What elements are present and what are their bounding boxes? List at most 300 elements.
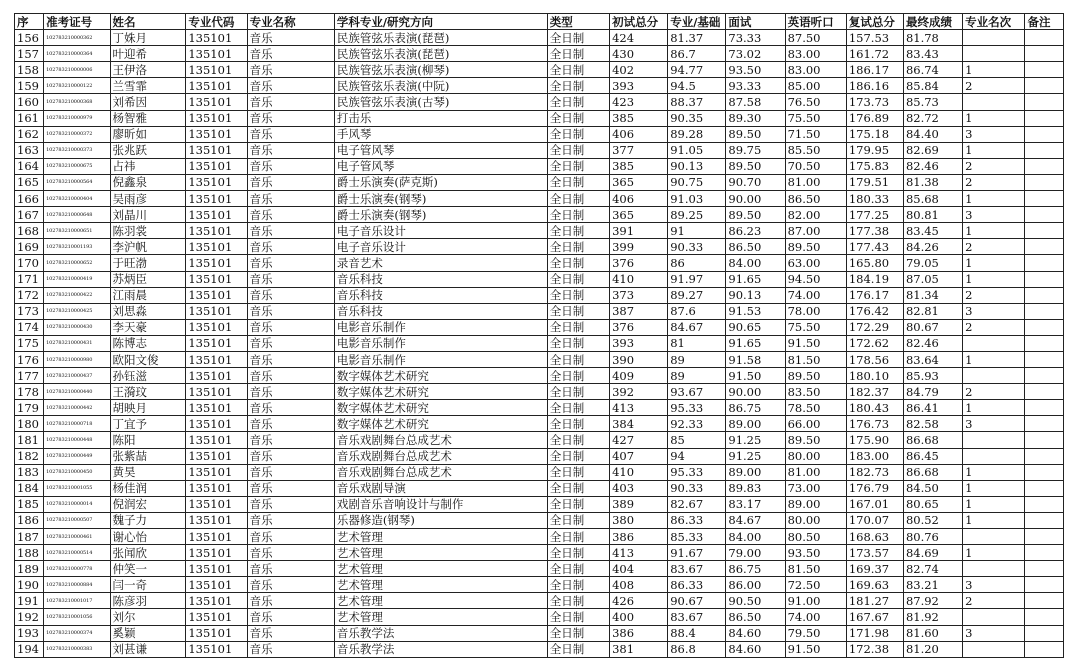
cell-major-rank: 1 xyxy=(963,223,1025,239)
cell-major-name: 音乐 xyxy=(247,142,334,158)
cell-remarks xyxy=(1025,255,1064,271)
cell-exam-id: 102783210001017 xyxy=(44,593,110,609)
header-research-direction: 学科专业/研究方向 xyxy=(334,14,547,30)
cell-final-score: 83.45 xyxy=(903,223,962,239)
cell-type: 全日制 xyxy=(547,545,609,561)
cell-major-code: 135101 xyxy=(186,223,247,239)
cell-exam-id: 102783210000449 xyxy=(44,448,110,464)
cell-exam-id: 102783210000014 xyxy=(44,496,110,512)
cell-remarks xyxy=(1025,561,1064,577)
cell-interview: 86.00 xyxy=(726,577,785,593)
cell-type: 全日制 xyxy=(547,174,609,190)
cell-index: 174 xyxy=(15,319,44,335)
table-row xyxy=(15,577,1064,593)
cell-research-direction: 手风琴 xyxy=(334,126,547,142)
cell-major-code: 135101 xyxy=(186,593,247,609)
cell-major-code: 135101 xyxy=(186,158,247,174)
cell-initial-total: 386 xyxy=(610,625,668,641)
cell-type: 全日制 xyxy=(547,416,609,432)
cell-major-name: 音乐 xyxy=(247,287,334,303)
cell-major-basic: 90.13 xyxy=(668,158,726,174)
cell-major-basic: 89 xyxy=(668,351,726,367)
cell-major-rank: 1 xyxy=(963,480,1025,496)
cell-index: 162 xyxy=(15,126,44,142)
cell-major-rank: 1 xyxy=(963,142,1025,158)
cell-english-listening: 91.00 xyxy=(785,593,846,609)
cell-type: 全日制 xyxy=(547,432,609,448)
cell-english-listening: 73.00 xyxy=(785,480,846,496)
cell-retest-total: 171.98 xyxy=(846,625,903,641)
cell-index: 173 xyxy=(15,303,44,319)
cell-major-code: 135101 xyxy=(186,94,247,110)
cell-interview: 93.50 xyxy=(726,62,785,78)
table-row xyxy=(15,142,1064,158)
cell-major-code: 135101 xyxy=(186,577,247,593)
cell-english-listening: 81.50 xyxy=(785,351,846,367)
cell-initial-total: 386 xyxy=(610,529,668,545)
cell-type: 全日制 xyxy=(547,368,609,384)
cell-major-name: 音乐 xyxy=(247,126,334,142)
table-row xyxy=(15,335,1064,351)
table-row xyxy=(15,432,1064,448)
cell-index: 179 xyxy=(15,400,44,416)
cell-interview: 91.25 xyxy=(726,448,785,464)
cell-retest-total: 169.63 xyxy=(846,577,903,593)
cell-retest-total: 186.17 xyxy=(846,62,903,78)
cell-english-listening: 80.00 xyxy=(785,448,846,464)
cell-retest-total: 182.73 xyxy=(846,464,903,480)
cell-major-name: 音乐 xyxy=(247,207,334,223)
cell-english-listening: 83.00 xyxy=(785,46,846,62)
table-row xyxy=(15,110,1064,126)
cell-exam-id: 102783210000718 xyxy=(44,416,110,432)
cell-interview: 86.75 xyxy=(726,561,785,577)
cell-initial-total: 373 xyxy=(610,287,668,303)
cell-retest-total: 177.25 xyxy=(846,207,903,223)
cell-exam-id: 102783210000675 xyxy=(44,158,110,174)
table-row xyxy=(15,464,1064,480)
cell-english-listening: 72.50 xyxy=(785,577,846,593)
cell-interview: 89.50 xyxy=(726,126,785,142)
cell-type: 全日制 xyxy=(547,223,609,239)
header-major-rank: 专业名次 xyxy=(963,14,1025,30)
cell-english-listening: 81.00 xyxy=(785,174,846,190)
cell-english-listening: 74.00 xyxy=(785,609,846,625)
cell-major-rank: 2 xyxy=(963,384,1025,400)
table-row xyxy=(15,174,1064,190)
table-row xyxy=(15,158,1064,174)
cell-index: 159 xyxy=(15,78,44,94)
cell-major-rank xyxy=(963,368,1025,384)
cell-index: 168 xyxy=(15,223,44,239)
cell-name: 谢心怡 xyxy=(110,529,186,545)
cell-major-code: 135101 xyxy=(186,641,247,657)
cell-major-code: 135101 xyxy=(186,110,247,126)
cell-major-basic: 91.03 xyxy=(668,191,726,207)
cell-research-direction: 音乐科技 xyxy=(334,303,547,319)
cell-english-listening: 83.50 xyxy=(785,384,846,400)
cell-type: 全日制 xyxy=(547,529,609,545)
cell-remarks xyxy=(1025,30,1064,46)
cell-interview: 90.00 xyxy=(726,384,785,400)
cell-research-direction: 音乐戏剧舞台总成艺术 xyxy=(334,432,547,448)
cell-interview: 84.00 xyxy=(726,529,785,545)
cell-major-name: 音乐 xyxy=(247,78,334,94)
cell-final-score: 85.68 xyxy=(903,191,962,207)
cell-index: 171 xyxy=(15,271,44,287)
cell-research-direction: 艺术管理 xyxy=(334,593,547,609)
cell-final-score: 86.68 xyxy=(903,432,962,448)
cell-initial-total: 387 xyxy=(610,303,668,319)
cell-type: 全日制 xyxy=(547,609,609,625)
cell-exam-id: 102783210000368 xyxy=(44,94,110,110)
cell-retest-total: 161.72 xyxy=(846,46,903,62)
cell-major-rank: 2 xyxy=(963,158,1025,174)
cell-index: 166 xyxy=(15,191,44,207)
cell-type: 全日制 xyxy=(547,351,609,367)
cell-research-direction: 数字媒体艺术研究 xyxy=(334,416,547,432)
cell-exam-id: 102783210000652 xyxy=(44,255,110,271)
table-row xyxy=(15,512,1064,528)
cell-initial-total: 381 xyxy=(610,641,668,657)
cell-major-rank xyxy=(963,46,1025,62)
cell-remarks xyxy=(1025,207,1064,223)
cell-index: 164 xyxy=(15,158,44,174)
cell-remarks xyxy=(1025,641,1064,657)
cell-major-basic: 86.33 xyxy=(668,512,726,528)
cell-major-code: 135101 xyxy=(186,271,247,287)
cell-interview: 79.00 xyxy=(726,545,785,561)
cell-type: 全日制 xyxy=(547,94,609,110)
cell-final-score: 84.40 xyxy=(903,126,962,142)
cell-initial-total: 406 xyxy=(610,191,668,207)
cell-major-rank xyxy=(963,335,1025,351)
cell-initial-total: 392 xyxy=(610,384,668,400)
cell-major-code: 135101 xyxy=(186,207,247,223)
cell-initial-total: 404 xyxy=(610,561,668,577)
cell-exam-id: 102783210000422 xyxy=(44,287,110,303)
cell-initial-total: 380 xyxy=(610,512,668,528)
cell-major-basic: 89.25 xyxy=(668,207,726,223)
table-row xyxy=(15,368,1064,384)
cell-exam-id: 102783210000884 xyxy=(44,577,110,593)
cell-final-score: 81.38 xyxy=(903,174,962,190)
cell-name: 占祎 xyxy=(110,158,186,174)
cell-major-name: 音乐 xyxy=(247,593,334,609)
cell-english-listening: 66.00 xyxy=(785,416,846,432)
cell-name: 胡映月 xyxy=(110,400,186,416)
cell-interview: 86.50 xyxy=(726,609,785,625)
cell-research-direction: 音乐教学法 xyxy=(334,625,547,641)
cell-exam-id: 102783210000425 xyxy=(44,303,110,319)
cell-type: 全日制 xyxy=(547,287,609,303)
cell-name: 刘思淼 xyxy=(110,303,186,319)
header-type: 类型 xyxy=(547,14,609,30)
cell-exam-id: 102783210000364 xyxy=(44,46,110,62)
cell-english-listening: 70.50 xyxy=(785,158,846,174)
cell-remarks xyxy=(1025,158,1064,174)
cell-exam-id: 102783210000440 xyxy=(44,384,110,400)
cell-major-code: 135101 xyxy=(186,400,247,416)
cell-major-rank: 1 xyxy=(963,400,1025,416)
cell-major-code: 135101 xyxy=(186,30,247,46)
cell-type: 全日制 xyxy=(547,496,609,512)
cell-major-rank: 2 xyxy=(963,593,1025,609)
cell-interview: 91.65 xyxy=(726,271,785,287)
cell-retest-total: 181.27 xyxy=(846,593,903,609)
cell-major-rank: 3 xyxy=(963,303,1025,319)
cell-final-score: 79.05 xyxy=(903,255,962,271)
cell-major-rank: 2 xyxy=(963,239,1025,255)
cell-remarks xyxy=(1025,609,1064,625)
cell-major-name: 音乐 xyxy=(247,416,334,432)
cell-exam-id: 102783210000437 xyxy=(44,368,110,384)
cell-remarks xyxy=(1025,335,1064,351)
cell-research-direction: 电子音乐设计 xyxy=(334,239,547,255)
cell-name: 陈博志 xyxy=(110,335,186,351)
cell-research-direction: 艺术管理 xyxy=(334,561,547,577)
cell-index: 180 xyxy=(15,416,44,432)
cell-major-basic: 86.33 xyxy=(668,577,726,593)
cell-research-direction: 电子音乐设计 xyxy=(334,223,547,239)
table-row xyxy=(15,271,1064,287)
cell-final-score: 84.50 xyxy=(903,480,962,496)
cell-final-score: 86.45 xyxy=(903,448,962,464)
cell-type: 全日制 xyxy=(547,142,609,158)
cell-major-code: 135101 xyxy=(186,174,247,190)
cell-name: 丁姝月 xyxy=(110,30,186,46)
cell-retest-total: 168.63 xyxy=(846,529,903,545)
cell-interview: 91.53 xyxy=(726,303,785,319)
cell-exam-id: 102783210000514 xyxy=(44,545,110,561)
cell-initial-total: 365 xyxy=(610,174,668,190)
cell-type: 全日制 xyxy=(547,207,609,223)
cell-major-basic: 91.05 xyxy=(668,142,726,158)
cell-name: 陈羽裳 xyxy=(110,223,186,239)
cell-major-basic: 82.67 xyxy=(668,496,726,512)
cell-remarks xyxy=(1025,480,1064,496)
cell-research-direction: 乐器修造(钢琴) xyxy=(334,512,547,528)
cell-name: 叶迎希 xyxy=(110,46,186,62)
cell-name: 杨佳润 xyxy=(110,480,186,496)
cell-name: 廖昕如 xyxy=(110,126,186,142)
cell-type: 全日制 xyxy=(547,303,609,319)
header-row xyxy=(15,14,1064,30)
cell-interview: 89.00 xyxy=(726,416,785,432)
cell-major-rank: 3 xyxy=(963,416,1025,432)
cell-major-basic: 89.27 xyxy=(668,287,726,303)
cell-index: 170 xyxy=(15,255,44,271)
cell-initial-total: 403 xyxy=(610,480,668,496)
cell-retest-total: 170.07 xyxy=(846,512,903,528)
cell-major-name: 音乐 xyxy=(247,400,334,416)
cell-type: 全日制 xyxy=(547,448,609,464)
cell-research-direction: 音乐科技 xyxy=(334,287,547,303)
cell-research-direction: 民族管弦乐表演(中阮) xyxy=(334,78,547,94)
cell-remarks xyxy=(1025,126,1064,142)
cell-interview: 91.50 xyxy=(726,368,785,384)
cell-exam-id: 102783210000980 xyxy=(44,351,110,367)
cell-research-direction: 数字媒体艺术研究 xyxy=(334,368,547,384)
cell-remarks xyxy=(1025,432,1064,448)
cell-initial-total: 400 xyxy=(610,609,668,625)
cell-interview: 90.70 xyxy=(726,174,785,190)
cell-retest-total: 180.10 xyxy=(846,368,903,384)
cell-research-direction: 艺术管理 xyxy=(334,545,547,561)
table-row xyxy=(15,545,1064,561)
cell-name: 王伊洛 xyxy=(110,62,186,78)
cell-exam-id: 102783210000507 xyxy=(44,512,110,528)
cell-final-score: 86.68 xyxy=(903,464,962,480)
header-interview: 面试 xyxy=(726,14,785,30)
cell-major-name: 音乐 xyxy=(247,191,334,207)
cell-final-score: 82.81 xyxy=(903,303,962,319)
table-row xyxy=(15,448,1064,464)
cell-major-name: 音乐 xyxy=(247,577,334,593)
cell-english-listening: 91.50 xyxy=(785,641,846,657)
cell-interview: 86.50 xyxy=(726,239,785,255)
cell-final-score: 82.46 xyxy=(903,335,962,351)
cell-type: 全日制 xyxy=(547,464,609,480)
table-row xyxy=(15,609,1064,625)
cell-major-basic: 85.33 xyxy=(668,529,726,545)
cell-retest-total: 165.80 xyxy=(846,255,903,271)
cell-interview: 89.30 xyxy=(726,110,785,126)
cell-index: 188 xyxy=(15,545,44,561)
table-row xyxy=(15,561,1064,577)
cell-research-direction: 艺术管理 xyxy=(334,529,547,545)
cell-english-listening: 86.50 xyxy=(785,191,846,207)
cell-retest-total: 178.56 xyxy=(846,351,903,367)
cell-major-name: 音乐 xyxy=(247,335,334,351)
cell-name: 李天豪 xyxy=(110,319,186,335)
cell-name: 丁宜予 xyxy=(110,416,186,432)
cell-final-score: 82.46 xyxy=(903,158,962,174)
table-row xyxy=(15,239,1064,255)
cell-index: 158 xyxy=(15,62,44,78)
cell-type: 全日制 xyxy=(547,191,609,207)
cell-major-basic: 89 xyxy=(668,368,726,384)
cell-final-score: 84.26 xyxy=(903,239,962,255)
cell-english-listening: 87.50 xyxy=(785,30,846,46)
cell-name: 倪鑫泉 xyxy=(110,174,186,190)
cell-major-name: 音乐 xyxy=(247,545,334,561)
cell-interview: 90.65 xyxy=(726,319,785,335)
cell-research-direction: 爵士乐演奏(萨克斯) xyxy=(334,174,547,190)
cell-remarks xyxy=(1025,577,1064,593)
cell-major-rank: 1 xyxy=(963,110,1025,126)
cell-exam-id: 102783210000372 xyxy=(44,126,110,142)
cell-interview: 73.33 xyxy=(726,30,785,46)
table-row xyxy=(15,496,1064,512)
cell-major-name: 音乐 xyxy=(247,94,334,110)
cell-exam-id: 102783210000450 xyxy=(44,464,110,480)
cell-major-name: 音乐 xyxy=(247,46,334,62)
cell-research-direction: 民族管弦乐表演(柳琴) xyxy=(334,62,547,78)
cell-retest-total: 176.17 xyxy=(846,287,903,303)
cell-exam-id: 102783210000373 xyxy=(44,142,110,158)
cell-final-score: 80.65 xyxy=(903,496,962,512)
cell-english-listening: 81.50 xyxy=(785,561,846,577)
cell-remarks xyxy=(1025,287,1064,303)
cell-major-code: 135101 xyxy=(186,62,247,78)
cell-major-name: 音乐 xyxy=(247,255,334,271)
cell-major-basic: 86 xyxy=(668,255,726,271)
cell-remarks xyxy=(1025,384,1064,400)
cell-major-basic: 83.67 xyxy=(668,609,726,625)
cell-major-basic: 90.67 xyxy=(668,593,726,609)
cell-final-score: 83.43 xyxy=(903,46,962,62)
cell-major-rank: 1 xyxy=(963,496,1025,512)
cell-interview: 84.60 xyxy=(726,625,785,641)
cell-major-code: 135101 xyxy=(186,46,247,62)
cell-initial-total: 389 xyxy=(610,496,668,512)
cell-remarks xyxy=(1025,142,1064,158)
cell-research-direction: 打击乐 xyxy=(334,110,547,126)
cell-index: 157 xyxy=(15,46,44,62)
cell-english-listening: 74.00 xyxy=(785,287,846,303)
cell-english-listening: 93.50 xyxy=(785,545,846,561)
cell-retest-total: 179.95 xyxy=(846,142,903,158)
cell-initial-total: 393 xyxy=(610,78,668,94)
cell-retest-total: 173.57 xyxy=(846,545,903,561)
cell-interview: 90.13 xyxy=(726,287,785,303)
table-row xyxy=(15,480,1064,496)
cell-index: 191 xyxy=(15,593,44,609)
cell-major-name: 音乐 xyxy=(247,303,334,319)
cell-major-basic: 91.97 xyxy=(668,271,726,287)
cell-index: 192 xyxy=(15,609,44,625)
cell-name: 欧阳文俊 xyxy=(110,351,186,367)
cell-name: 陈阳 xyxy=(110,432,186,448)
cell-initial-total: 410 xyxy=(610,464,668,480)
cell-exam-id: 102783210001193 xyxy=(44,239,110,255)
cell-research-direction: 电影音乐制作 xyxy=(334,351,547,367)
cell-final-score: 80.52 xyxy=(903,512,962,528)
cell-remarks xyxy=(1025,303,1064,319)
cell-major-code: 135101 xyxy=(186,625,247,641)
table-row xyxy=(15,625,1064,641)
score-sheet xyxy=(14,13,1064,658)
cell-index: 185 xyxy=(15,496,44,512)
table-row xyxy=(15,255,1064,271)
cell-retest-total: 169.37 xyxy=(846,561,903,577)
cell-name: 张紫喆 xyxy=(110,448,186,464)
cell-interview: 73.02 xyxy=(726,46,785,62)
table-row xyxy=(15,400,1064,416)
cell-final-score: 86.41 xyxy=(903,400,962,416)
cell-final-score: 87.92 xyxy=(903,593,962,609)
cell-major-code: 135101 xyxy=(186,512,247,528)
cell-initial-total: 413 xyxy=(610,400,668,416)
cell-english-listening: 63.00 xyxy=(785,255,846,271)
cell-type: 全日制 xyxy=(547,271,609,287)
cell-major-basic: 86.7 xyxy=(668,46,726,62)
table-row xyxy=(15,529,1064,545)
cell-major-name: 音乐 xyxy=(247,158,334,174)
cell-type: 全日制 xyxy=(547,561,609,577)
cell-index: 193 xyxy=(15,625,44,641)
cell-type: 全日制 xyxy=(547,158,609,174)
cell-research-direction: 数字媒体艺术研究 xyxy=(334,400,547,416)
cell-exam-id: 102783210000006 xyxy=(44,62,110,78)
cell-major-code: 135101 xyxy=(186,191,247,207)
cell-research-direction: 艺术管理 xyxy=(334,577,547,593)
cell-research-direction: 爵士乐演奏(钢琴) xyxy=(334,207,547,223)
cell-english-listening: 78.50 xyxy=(785,400,846,416)
cell-remarks xyxy=(1025,319,1064,335)
cell-final-score: 82.58 xyxy=(903,416,962,432)
